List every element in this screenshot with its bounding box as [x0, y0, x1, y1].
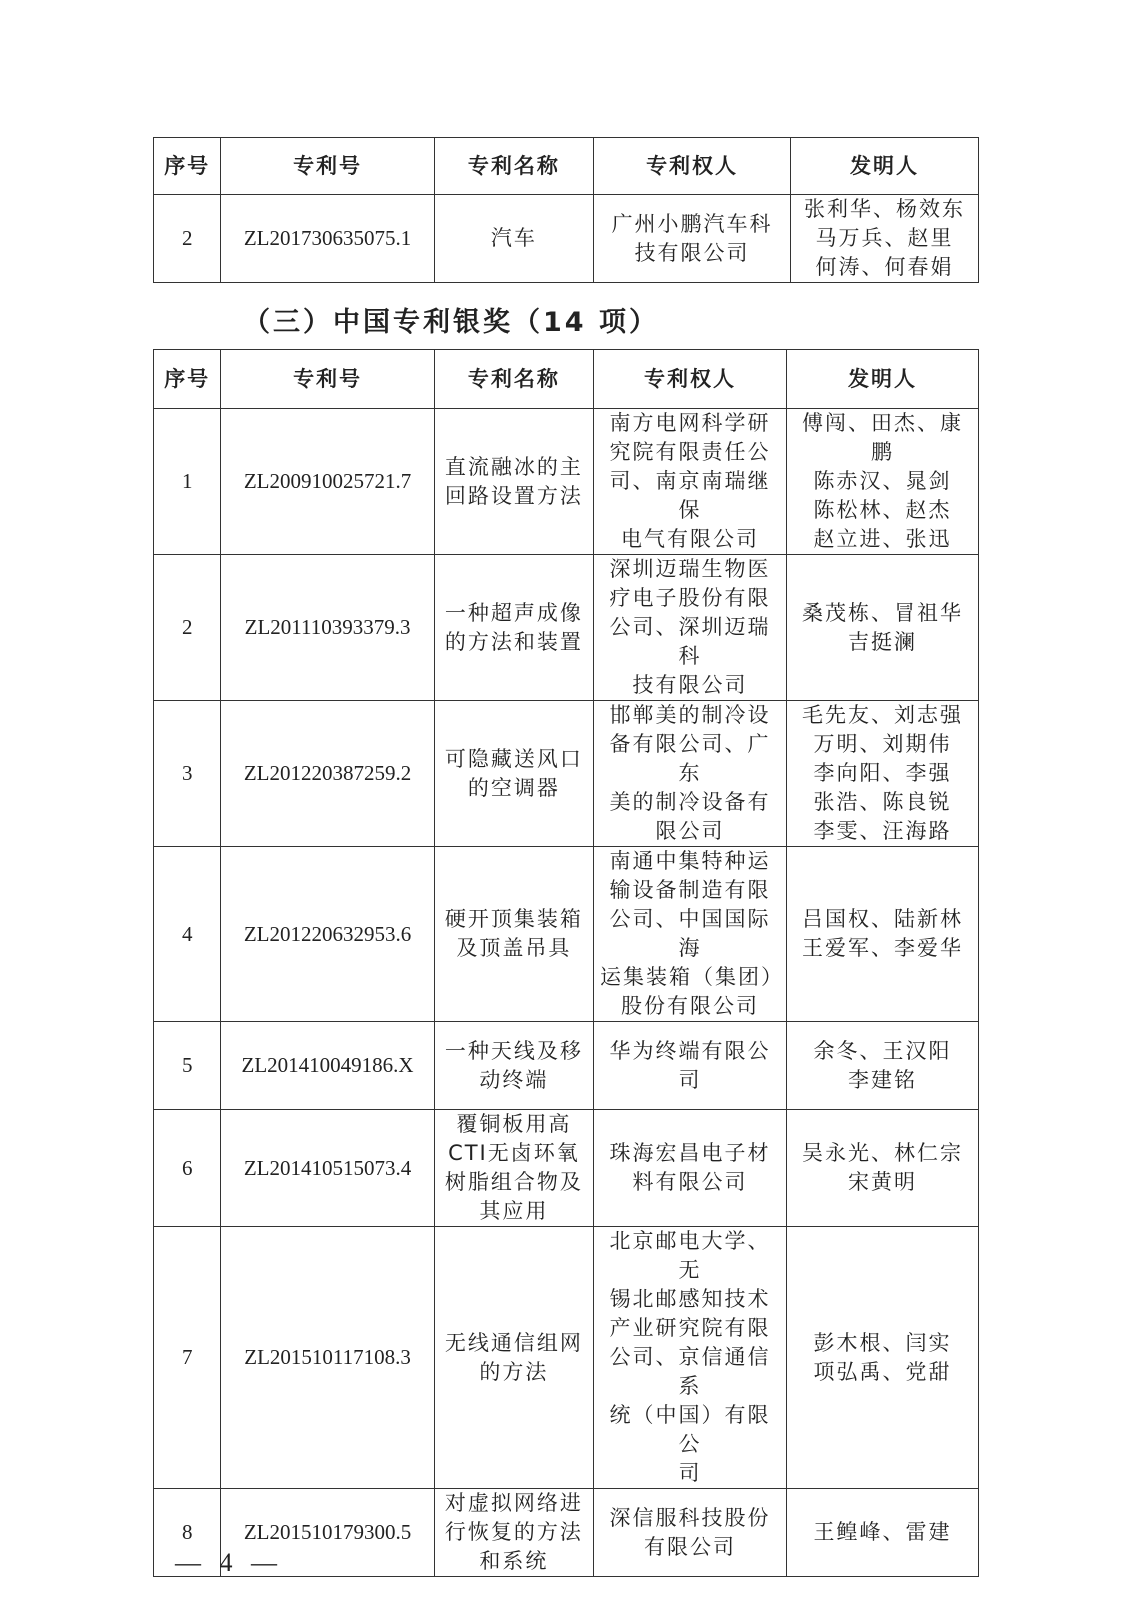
cell-patentee-line: 深信服科技股份 — [609, 1505, 771, 1530]
cell-patent-name — [434, 1110, 593, 1227]
cell-inventors-line: 余冬、王汉阳 — [813, 1038, 952, 1063]
cell-patent-name-line: 覆铜板用高 — [456, 1112, 572, 1136]
cell-patentee-line: 统（中国）有限公 — [609, 1403, 771, 1456]
table-row — [154, 1022, 979, 1110]
cell-patentee-line: 华为终端有限公 — [609, 1038, 771, 1063]
cell-patent-name-line: 回路设置方法 — [444, 483, 583, 508]
cell-inventors-line: 陈松林、赵杰 — [813, 498, 952, 522]
cell-patentee-line: 司 — [678, 1461, 702, 1485]
cell-inventors-line: 彭木根、闫实 — [813, 1330, 952, 1355]
cell-patent-name-line: 的方法和装置 — [444, 629, 583, 654]
cell-patent-name-line: 一种超声成像 — [444, 600, 583, 625]
cell-patentee-line: 备有限公司、广东 — [609, 732, 771, 785]
cell-inventors — [787, 701, 979, 847]
cell-patentee-line: 司 — [678, 1067, 702, 1092]
cell-patent-name-line: 和系统 — [479, 1549, 549, 1573]
cell-inventors — [787, 1489, 979, 1577]
cell-inventors — [787, 1022, 979, 1110]
cell-patentee-line: 南通中集特种运 — [609, 849, 771, 873]
cell-patentee — [594, 1022, 787, 1110]
cell-patent-name-line: 树脂组合物及 — [444, 1170, 583, 1194]
cell-patent-no: ZL201410515073.4 — [221, 1110, 434, 1227]
cell-inventors — [791, 195, 979, 283]
section-title-silver-award: （三）中国专利银奖（14 项） — [243, 307, 659, 338]
cell-patent-name-line: 汽车 — [490, 226, 537, 250]
cell-patent-name-line: 行恢复的方法 — [444, 1520, 583, 1544]
cell-inventors-line: 赵立进、张迅 — [813, 527, 952, 551]
cell-patentee-line: 司、南京南瑞继保 — [609, 469, 771, 522]
table-row — [154, 1110, 979, 1227]
cell-seq: 3 — [154, 701, 221, 847]
cell-patentee-line: 究院有限责任公 — [609, 440, 771, 464]
cell-seq: 7 — [154, 1227, 221, 1489]
cell-inventors-line: 傅闯、田杰、康鹏 — [802, 411, 963, 464]
cell-patent-no: ZL201220387259.2 — [221, 701, 434, 847]
cell-patent-name — [434, 195, 593, 283]
cell-inventors-line: 桑茂栋、冒祖华 — [802, 600, 963, 625]
cell-patentee-line: 限公司 — [655, 819, 725, 843]
header-patentee: 专利权人 — [594, 350, 787, 409]
cell-patentee-line: 公司、京信通信系 — [609, 1345, 771, 1398]
cell-patentee-line: 深圳迈瑞生物医 — [609, 557, 771, 581]
table-header-row — [154, 138, 979, 195]
cell-inventors-line: 吕国权、陆新林 — [802, 907, 963, 931]
cell-patent-no: ZL201510179300.5 — [221, 1489, 434, 1577]
cell-patentee-line: 广州小鹏汽车科 — [611, 211, 773, 236]
header-inventor: 发明人 — [787, 350, 979, 409]
table-row — [154, 847, 979, 1022]
cell-inventors-line: 李雯、汪海路 — [813, 819, 952, 843]
cell-patent-no: ZL201410049186.X — [221, 1022, 434, 1110]
cell-seq: 1 — [154, 409, 221, 555]
header-patent-name: 专利名称 — [434, 350, 593, 409]
cell-patentee-line: 电气有限公司 — [621, 527, 760, 551]
cell-patentee-line: 美的制冷设备有 — [609, 790, 771, 814]
cell-patent-name-line: 动终端 — [479, 1067, 549, 1092]
cell-seq: 2 — [154, 555, 221, 701]
cell-patent-name-line: 的方法 — [479, 1359, 549, 1384]
cell-patentee — [594, 555, 787, 701]
table-row — [154, 555, 979, 701]
cell-patentee-line: 料有限公司 — [632, 1170, 748, 1194]
header-patent-no: 专利号 — [221, 138, 434, 195]
patent-table-gold-continued — [153, 137, 979, 283]
cell-seq: 6 — [154, 1110, 221, 1227]
cell-patentee-line: 股份有限公司 — [621, 994, 760, 1018]
cell-patentee-line: 公司、中国国际海 — [609, 907, 771, 960]
cell-patent-name — [434, 1022, 593, 1110]
cell-patent-no: ZL201110393379.3 — [221, 555, 434, 701]
header-seq: 序号 — [154, 350, 221, 409]
cell-seq: 5 — [154, 1022, 221, 1110]
cell-patentee-line: 有限公司 — [644, 1534, 737, 1559]
table-row — [154, 1227, 979, 1489]
cell-patentee — [594, 195, 791, 283]
cell-patentee-line: 公司、深圳迈瑞科 — [609, 615, 771, 668]
cell-patent-name-line: 可隐藏送风口 — [444, 746, 583, 771]
cell-patentee-line: 锡北邮感知技术 — [609, 1287, 771, 1311]
cell-inventors-line: 项弘禹、党甜 — [813, 1359, 952, 1384]
cell-patentee — [594, 701, 787, 847]
header-seq: 序号 — [154, 138, 221, 195]
cell-seq: 8 — [154, 1489, 221, 1577]
cell-inventors-line: 万明、刘期伟 — [813, 732, 952, 756]
cell-patent-name — [434, 1227, 593, 1489]
cell-inventors — [787, 847, 979, 1022]
header-patentee: 专利权人 — [594, 138, 791, 195]
cell-patent-name-line: 硬开顶集装箱 — [444, 907, 583, 931]
cell-inventors-line: 宋黄明 — [848, 1170, 917, 1194]
cell-inventors — [787, 1110, 979, 1227]
cell-patent-name — [434, 555, 593, 701]
cell-patent-name-line: 一种天线及移 — [444, 1038, 583, 1063]
cell-patentee-line: 技有限公司 — [632, 673, 748, 697]
cell-inventors — [787, 409, 979, 555]
cell-patent-name-line: 的空调器 — [467, 775, 560, 800]
cell-patent-no: ZL201730635075.1 — [221, 195, 434, 283]
header-inventor: 发明人 — [791, 138, 979, 195]
cell-patent-no: ZL200910025721.7 — [221, 409, 434, 555]
patent-table-silver — [153, 349, 979, 1577]
cell-patentee — [594, 1489, 787, 1577]
cell-patent-name — [434, 1489, 593, 1577]
page-number: — 4 — — [175, 1548, 283, 1577]
cell-patentee-line: 邯郸美的制冷设 — [609, 703, 771, 727]
cell-patent-no: ZL201510117108.3 — [221, 1227, 434, 1489]
cell-patent-name — [434, 701, 593, 847]
cell-patentee-line: 珠海宏昌电子材 — [609, 1141, 771, 1165]
cell-inventors-line: 张浩、陈良锐 — [813, 790, 952, 814]
cell-inventors-line: 王鳇峰、雷建 — [813, 1520, 952, 1544]
cell-patentee-line: 南方电网科学研 — [609, 411, 771, 435]
cell-inventors-line: 陈赤汉、晁剑 — [813, 469, 952, 493]
cell-patentee-line: 北京邮电大学、无 — [609, 1229, 771, 1282]
cell-inventors-line: 何涛、何春娟 — [815, 255, 954, 279]
cell-patent-name — [434, 409, 593, 555]
cell-patent-name — [434, 847, 593, 1022]
cell-inventors-line: 马万兵、赵里 — [815, 226, 954, 250]
cell-inventors-line: 王爱军、李爱华 — [802, 936, 963, 960]
cell-inventors-line: 张利华、杨效东 — [804, 197, 966, 221]
table-row — [154, 195, 979, 283]
cell-patentee-line: 疗电子股份有限 — [609, 586, 771, 610]
cell-inventors-line: 吉挺澜 — [848, 629, 917, 654]
table-header-row — [154, 350, 979, 409]
cell-patentee-line: 运集装箱（集团） — [600, 965, 785, 989]
cell-inventors — [787, 555, 979, 701]
cell-patentee-line: 产业研究院有限 — [609, 1316, 771, 1340]
cell-patentee-line: 输设备制造有限 — [609, 878, 771, 902]
header-patent-no: 专利号 — [221, 350, 434, 409]
table-row — [154, 409, 979, 555]
cell-patent-name-line: CTI无卤环氧 — [448, 1141, 580, 1165]
cell-patent-name-line: 及顶盖吊具 — [456, 936, 572, 960]
cell-patent-name-line: 其应用 — [479, 1199, 549, 1223]
cell-patent-no: ZL201220632953.6 — [221, 847, 434, 1022]
header-patent-name: 专利名称 — [434, 138, 593, 195]
cell-patent-name-line: 直流融冰的主 — [444, 454, 583, 479]
cell-patent-name-line: 对虚拟网络进 — [444, 1491, 583, 1515]
cell-patentee — [594, 1227, 787, 1489]
cell-inventors-line: 李向阳、李强 — [813, 761, 952, 785]
cell-seq: 4 — [154, 847, 221, 1022]
cell-patentee — [594, 847, 787, 1022]
cell-inventors — [787, 1227, 979, 1489]
table-row — [154, 701, 979, 847]
cell-inventors-line: 吴永光、林仁宗 — [802, 1141, 963, 1165]
cell-patentee — [594, 409, 787, 555]
cell-seq: 2 — [154, 195, 221, 283]
cell-patent-name-line: 无线通信组网 — [444, 1330, 583, 1355]
cell-inventors-line: 李建铭 — [848, 1067, 917, 1092]
cell-inventors-line: 毛先友、刘志强 — [802, 703, 963, 727]
cell-patentee — [594, 1110, 787, 1227]
cell-patentee-line: 技有限公司 — [634, 240, 750, 265]
